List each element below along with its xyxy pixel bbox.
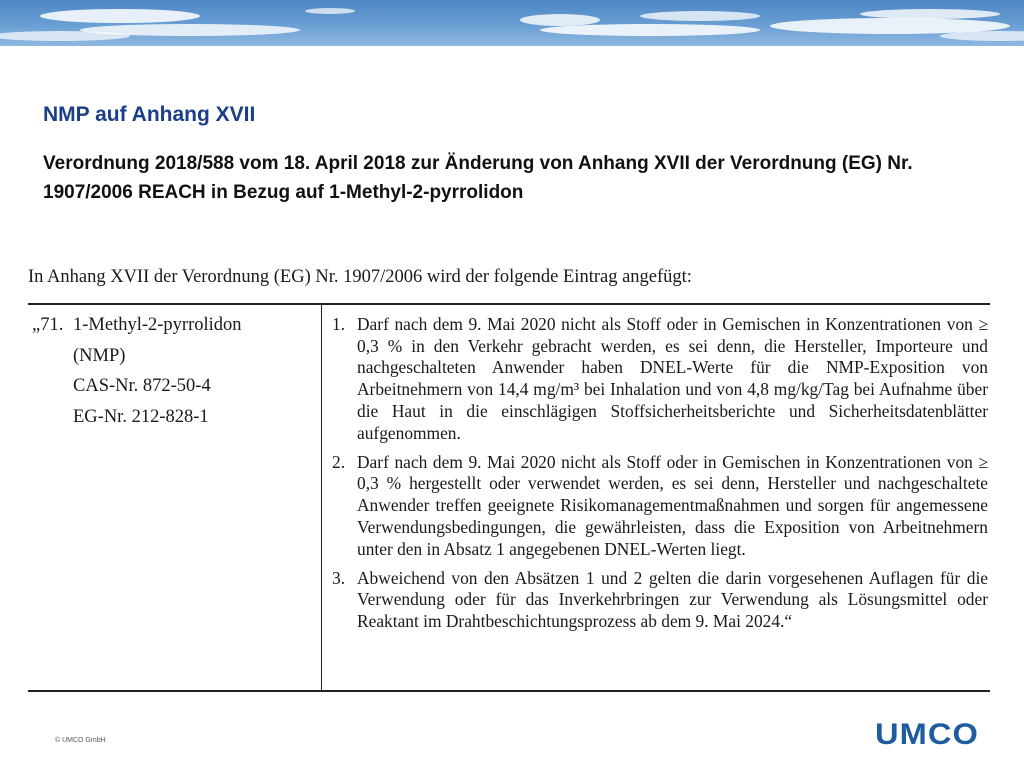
slide-subtitle: Verordnung 2018/588 vom 18. April 2018 zur Änderung von Anhang XVII der Verordnung (EG) Nr. 1907/2006 REACH in Bezug auf 1-Methyl-2-pyrrolidon [43, 153, 913, 203]
substance-identifiers [73, 314, 242, 436]
ec-number: EG-Nr. 212-828-1 [73, 406, 209, 427]
entry-conditions-column [332, 314, 988, 640]
regulation-excerpt [28, 262, 990, 694]
clouds-image [0, 0, 1024, 46]
clause-number: 2. [332, 451, 346, 472]
clause-text: Darf nach dem 9. Mai 2020 nicht als Stoff oder in Gemischen in Konzentrationen von ≥ 0,3 % in den Verkehr gebracht werden, es sei denn, die Hersteller, Importeure und nachgeschalteten Anwender haben DNEL-Werte für die NMP-Exposition von Arbeitnehmern von 14,4 mg/m³ bei Inhalation und von 4,8 mg/kg/Tag bei Aufnahme über die Haut in die einschlägigen Stoffsicherheitsberichte und Sicherheitsdatenblätter aufgenommen. [357, 314, 988, 443]
umco-logo [874, 717, 980, 747]
clause-number: 3. [332, 567, 346, 588]
logo-text: UMCO [875, 718, 979, 747]
table-top-rule [28, 303, 990, 305]
table-column-divider [321, 304, 322, 691]
condition-clause-3 [332, 568, 988, 633]
table-bottom-rule [28, 690, 990, 692]
excerpt-intro: In Anhang XVII der Verordnung (EG) Nr. 1907/2006 wird der folgende Eintrag angefügt: [28, 267, 692, 287]
clause-number: 1. [332, 314, 346, 334]
clause-text: Darf nach dem 9. Mai 2020 nicht als Stoff oder in Gemischen in Konzentrationen von ≥ 0,3 % hergestellt oder verwendet werden, es sei denn, Hersteller und nachgeschaltete Anwender treffen geeignete Risikomanagementmaßnahmen und sorgen für angemessene Verwendungsbedingungen, die gewährleisten, dass die Exposition von Arbeitnehmern unter den in Absatz 1 angegebenen DNEL-Werten liegt. [357, 451, 988, 559]
entry-number: „71. [32, 315, 64, 335]
footer-copyright: © UMCO GmbH [55, 737, 106, 744]
substance-name: 1-Methyl-2-pyrrolidon [73, 315, 242, 335]
sky-header-banner [0, 0, 1024, 46]
condition-clause-1 [332, 314, 988, 444]
cas-number: CAS-Nr. 872-50-4 [73, 376, 211, 396]
substance-abbreviation: (NMP) [73, 345, 126, 366]
clause-text: Abweichend von den Absätzen 1 und 2 gelten die darin vorgesehenen Auflagen für die Verwendung oder für das Inverkehrbringen zur Verwendung als Lösungsmittel oder Reaktant im Drahtbeschichtungsprozess ab dem 9. Mai 2024.“ [357, 567, 988, 632]
condition-clause-2 [332, 452, 988, 561]
slide-title: NMP auf Anhang XVII [43, 103, 256, 126]
